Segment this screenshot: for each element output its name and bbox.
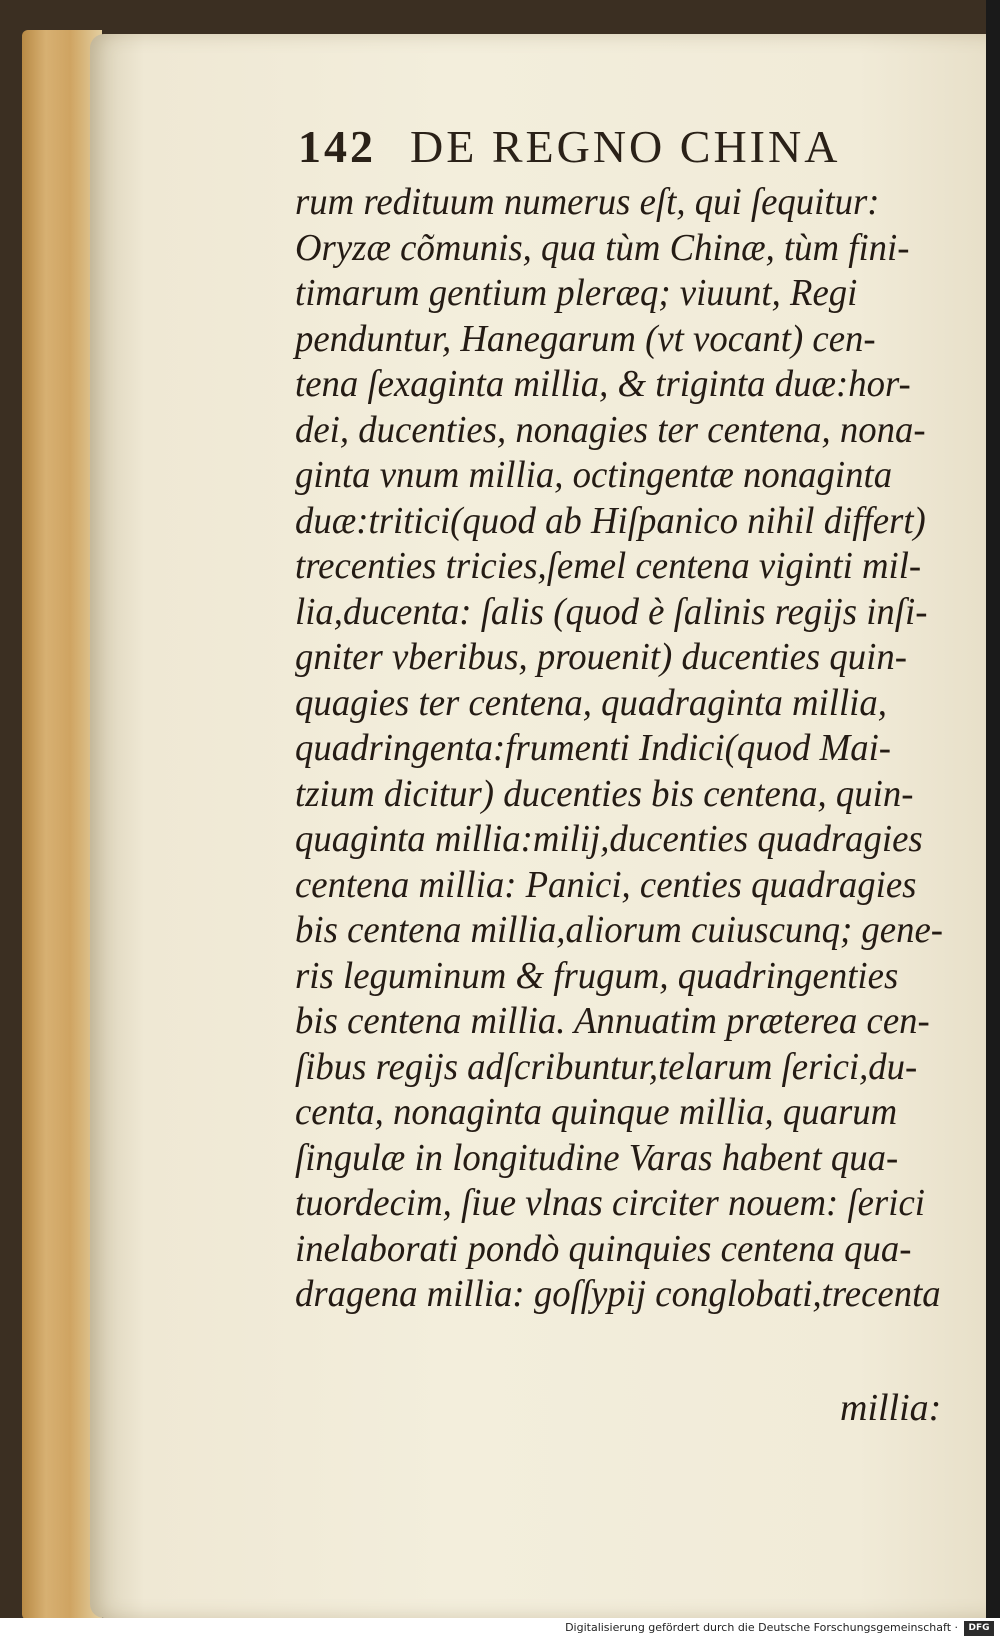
text-line: duæ:tritici(quod ab Hiſpanico nihil differt) xyxy=(295,499,926,542)
text-line: ſibus regijs adſcribuntur,telarum ſerici,du- xyxy=(295,1045,918,1088)
dfg-logo: DFG xyxy=(964,1621,994,1636)
text-line: tena ſexaginta millia, & triginta duæ:hor- xyxy=(295,363,911,405)
text-line: tzium dicitur) ducenties bis centena, quin- xyxy=(295,772,914,815)
page-number: 142 xyxy=(298,121,376,172)
text-line: rum redituum numerus eſt, qui ſequitur: xyxy=(295,181,880,223)
text-line: trecenties tricies,ſemel centena viginti mil- xyxy=(295,545,922,587)
text-line: dei, ducenties, nonagies ter centena, nona- xyxy=(295,408,926,451)
text-line: centena millia: Panici, centies quadragies xyxy=(295,863,917,906)
text-line: quadringenta:frumenti Indici(quod Mai- xyxy=(295,727,892,769)
text-line: ginta vnum millia, octingentæ nonaginta xyxy=(295,454,893,496)
text-line: quaginta millia:milij,ducenties quadragies xyxy=(295,818,923,860)
text-line: inelaborati pondò quinquies centena qua- xyxy=(295,1227,912,1270)
running-head-title: DE REGNO CHINA xyxy=(410,121,841,172)
funding-credit: Digitalisierung gefördert durch die Deutsche Forschungsgemeinschaft · xyxy=(565,1621,958,1634)
text-line: timarum gentium pleræq; viuunt, Regi xyxy=(295,272,858,314)
text-line: bis centena millia. Annuatim præterea cen- xyxy=(295,1000,930,1042)
body-text xyxy=(295,180,965,1318)
scan-border xyxy=(986,0,1000,1618)
text-line: penduntur, Hanegarum (vt vocant) cen- xyxy=(295,317,876,360)
text-line: quagies ter centena, quadraginta millia, xyxy=(295,681,887,724)
footer-bar xyxy=(0,1618,1000,1642)
text-line: gniter vberibus, prouenit) ducenties quin- xyxy=(295,636,907,678)
text-line: bis centena millia,aliorum cuiuscunq; gene- xyxy=(295,909,944,951)
text-line: dragena millia: goſſypij conglobati,trecenta xyxy=(295,1273,941,1315)
catchword: millia: xyxy=(840,1387,942,1429)
text-line: ris leguminum & frugum, quadringenties xyxy=(295,954,899,997)
text-line: ſingulæ in longitudine Varas habent qua- xyxy=(295,1136,899,1179)
text-line: Oryzæ cõmunis, qua tùm Chinæ, tùm fini- xyxy=(295,226,910,269)
text-line: centa, nonaginta quinque millia, quarum xyxy=(295,1091,898,1133)
running-header xyxy=(298,120,938,180)
text-line: tuordecim, ſiue vlnas circiter nouem: ſerici xyxy=(295,1182,925,1224)
text-line: lia,ducenta: ſalis (quod è ſalinis regijs inſi- xyxy=(295,590,928,633)
